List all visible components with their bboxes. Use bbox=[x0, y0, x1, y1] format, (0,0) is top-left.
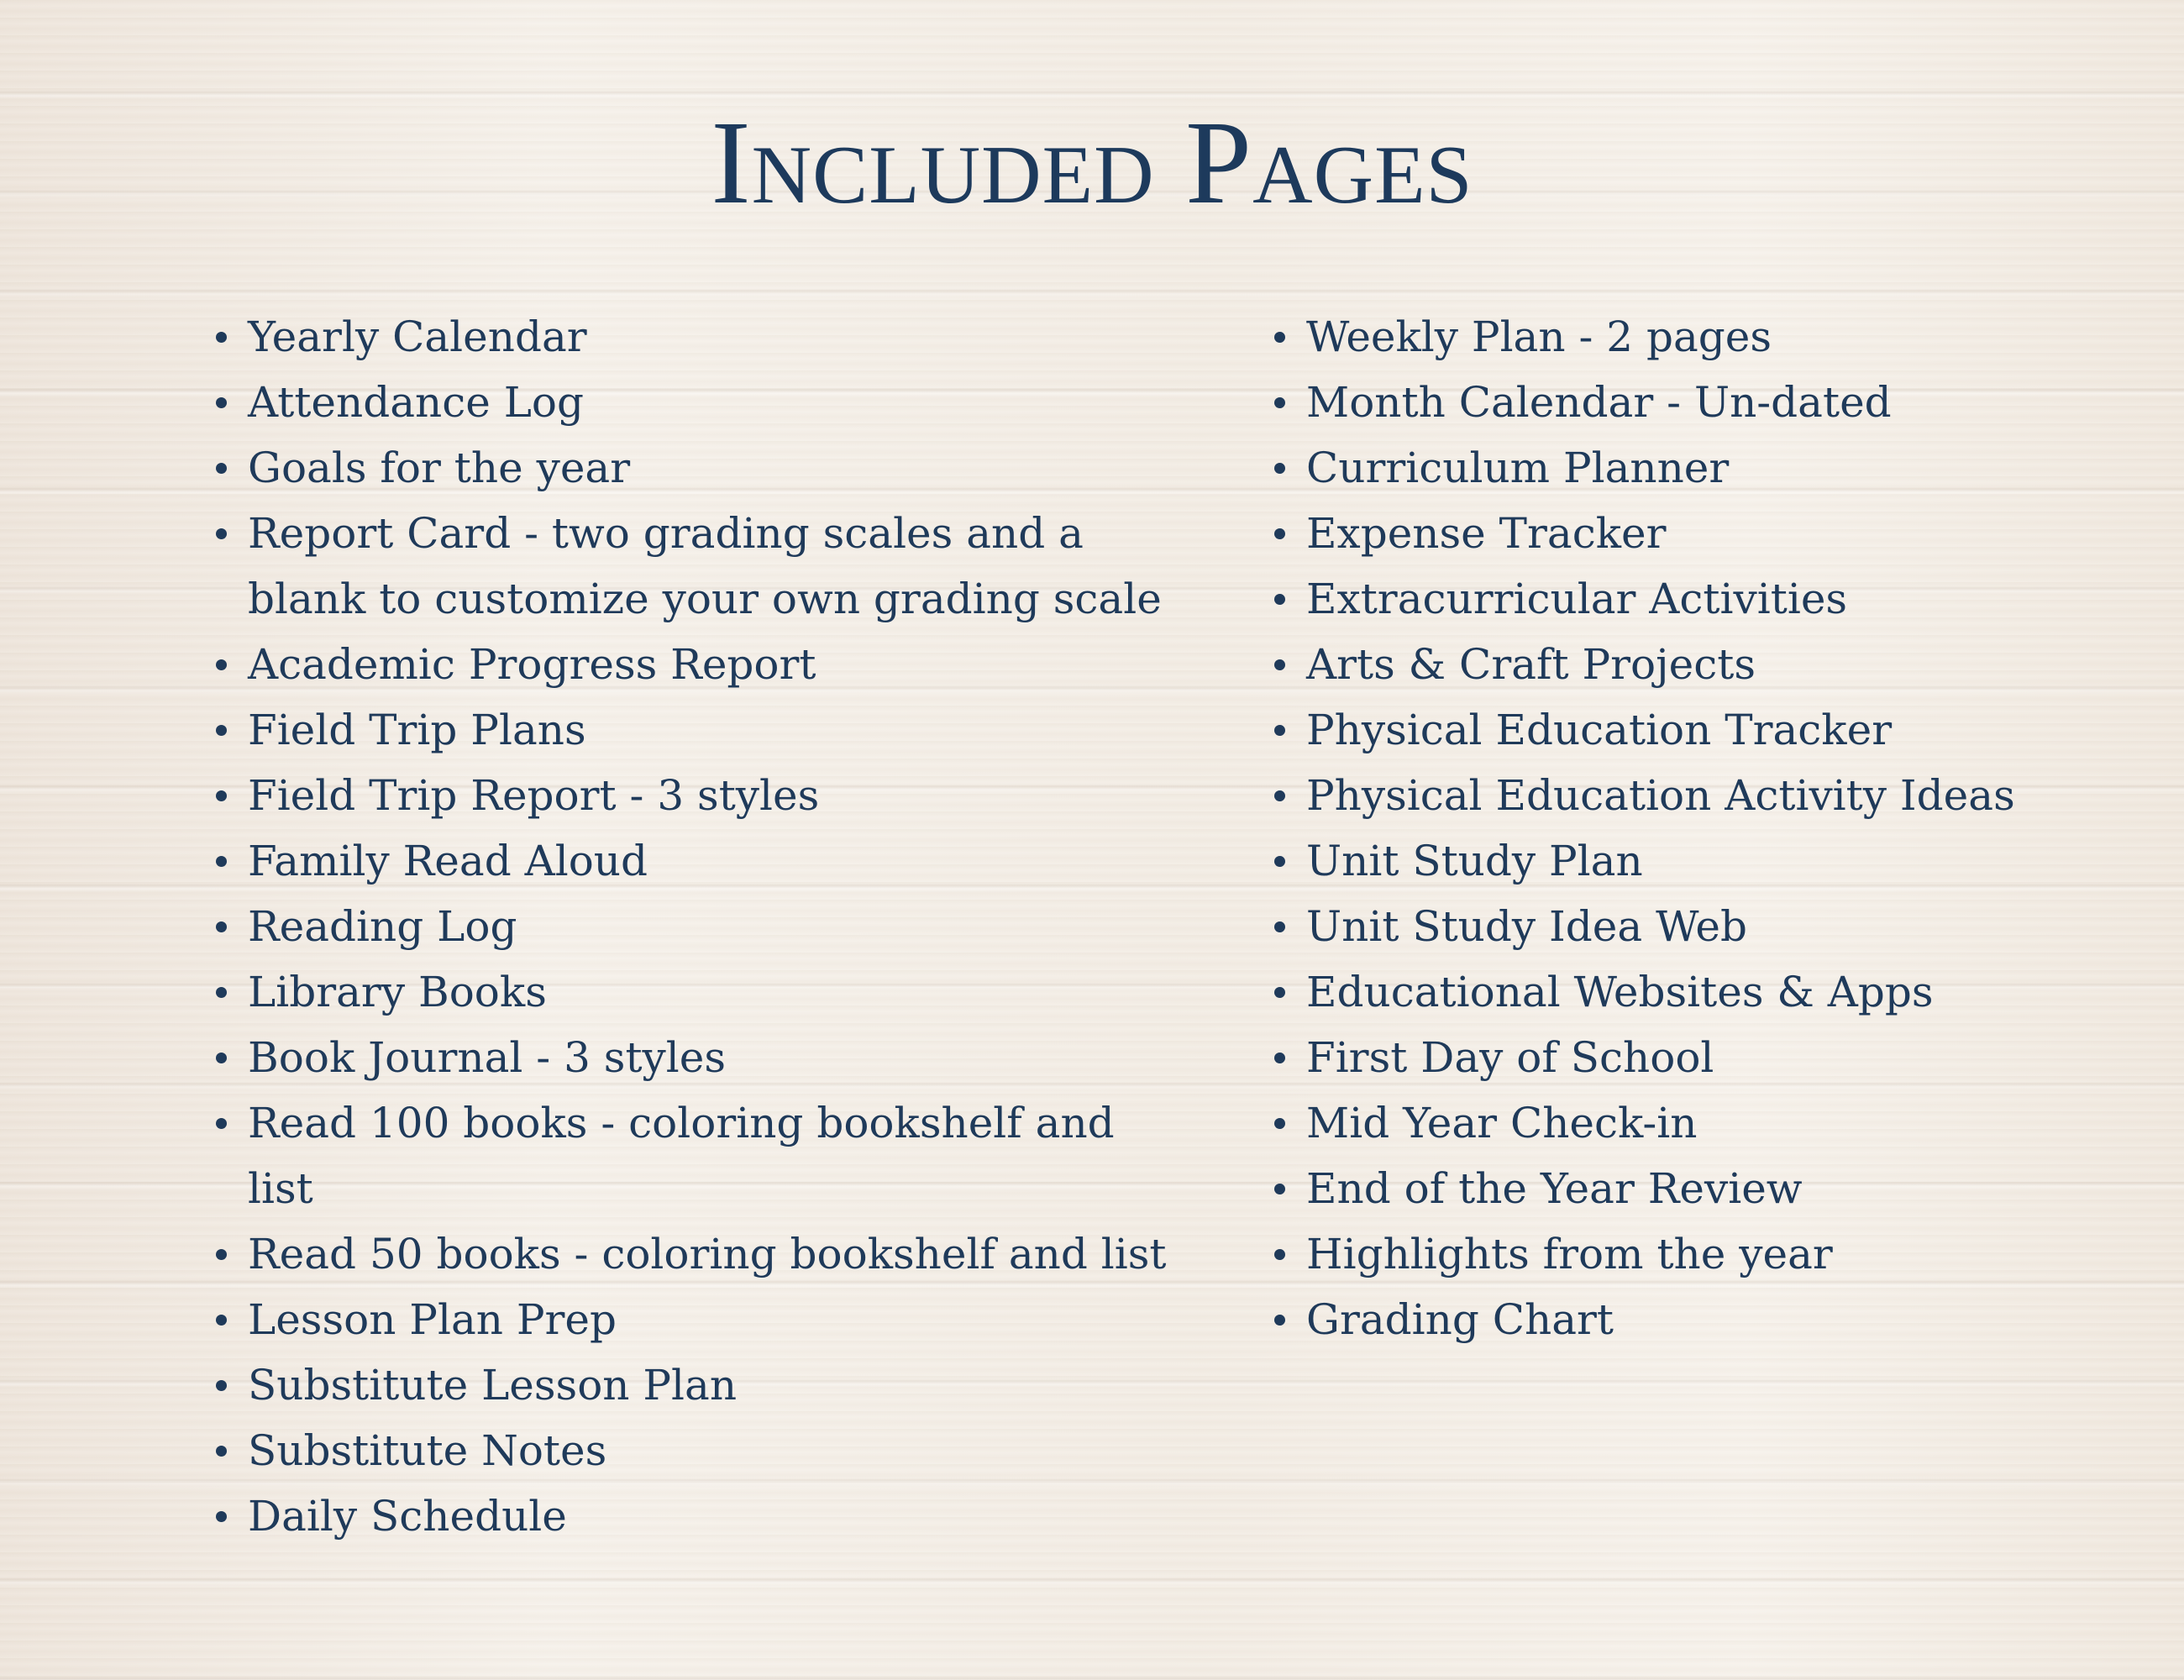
list-item bbox=[248, 370, 1180, 435]
list-item bbox=[248, 1352, 1180, 1418]
list-item bbox=[248, 501, 1180, 632]
list-item bbox=[1306, 1156, 2146, 1221]
list-item bbox=[248, 435, 1180, 501]
bullet-icon bbox=[216, 332, 227, 343]
list-item bbox=[1306, 1025, 2146, 1090]
bullet-icon bbox=[216, 1446, 227, 1457]
list-item-text: Daily Schedule bbox=[248, 1492, 567, 1541]
list-item-text: Goals for the year bbox=[248, 444, 631, 492]
list-item bbox=[1306, 370, 2146, 435]
list-item-text: Expense Tracker bbox=[1306, 509, 1667, 558]
list-item bbox=[248, 1090, 1180, 1221]
bullet-icon bbox=[1274, 659, 1285, 670]
bullet-icon bbox=[216, 1511, 227, 1522]
list-item-text: Substitute Notes bbox=[248, 1426, 607, 1475]
bullet-icon bbox=[216, 1118, 227, 1129]
list-item bbox=[248, 959, 1180, 1025]
list-item-text: Physical Education Tracker bbox=[1306, 706, 1893, 754]
bullet-icon bbox=[216, 1249, 227, 1260]
list-item-text: Unit Study Plan bbox=[1306, 837, 1643, 885]
list-item bbox=[248, 1221, 1180, 1287]
list-item-text: Substitute Lesson Plan bbox=[248, 1361, 738, 1410]
bullet-icon bbox=[1274, 856, 1285, 867]
list-item-text: Library Books bbox=[248, 968, 547, 1016]
bullet-icon bbox=[216, 1315, 227, 1326]
list-item-text: Educational Websites & Apps bbox=[1306, 968, 1934, 1016]
right-list bbox=[1306, 304, 2146, 1352]
list-item bbox=[248, 1025, 1180, 1090]
list-item-text: Month Calendar - Un-dated bbox=[1306, 378, 1892, 427]
bullet-icon bbox=[1274, 987, 1285, 998]
list-item bbox=[248, 1483, 1180, 1549]
left-list bbox=[248, 304, 1180, 1549]
bullet-icon bbox=[216, 790, 227, 801]
list-item-text: Mid Year Check-in bbox=[1306, 1099, 1698, 1147]
page-title: Included Pages bbox=[711, 96, 1473, 228]
bullet-icon bbox=[216, 856, 227, 867]
list-item bbox=[248, 894, 1180, 959]
list-item bbox=[248, 828, 1180, 894]
bullet-icon bbox=[216, 725, 227, 736]
bullet-icon bbox=[1274, 790, 1285, 801]
bullet-icon bbox=[1274, 594, 1285, 605]
list-item-text: Read 50 books - coloring bookshelf and list bbox=[248, 1230, 1167, 1278]
list-item bbox=[1306, 304, 2146, 370]
list-item bbox=[248, 763, 1180, 828]
list-item-text: Attendance Log bbox=[248, 378, 585, 427]
list-item-text: Book Journal - 3 styles bbox=[248, 1033, 727, 1082]
list-item bbox=[1306, 894, 2146, 959]
list-item-text: Field Trip Plans bbox=[248, 706, 586, 754]
bullet-icon bbox=[216, 987, 227, 998]
list-item bbox=[1306, 697, 2146, 763]
list-item-text: End of the Year Review bbox=[1306, 1164, 1803, 1213]
list-item bbox=[248, 632, 1180, 697]
bullet-icon bbox=[1274, 1315, 1285, 1326]
list-item-text: Highlights from the year bbox=[1306, 1230, 1833, 1278]
list-item bbox=[248, 1418, 1180, 1483]
list-item bbox=[1306, 1090, 2146, 1156]
bullet-icon bbox=[216, 659, 227, 670]
list-item-text: Grading Chart bbox=[1306, 1295, 1614, 1344]
bullet-icon bbox=[1274, 1053, 1285, 1063]
list-item-text: Read 100 books - coloring bookshelf and list bbox=[248, 1099, 1115, 1213]
list-item-text: First Day of School bbox=[1306, 1033, 1714, 1082]
list-item-text: Physical Education Activity Ideas bbox=[1306, 771, 2015, 820]
list-item bbox=[1306, 566, 2146, 632]
list-item bbox=[248, 697, 1180, 763]
list-item-text: Yearly Calendar bbox=[248, 312, 587, 361]
list-item-text: Academic Progress Report bbox=[248, 640, 816, 689]
list-item bbox=[1306, 763, 2146, 828]
list-item-text: Reading Log bbox=[248, 902, 517, 951]
bullet-icon bbox=[1274, 463, 1285, 474]
bullet-icon bbox=[216, 528, 227, 539]
bullet-icon bbox=[1274, 921, 1285, 932]
bullet-icon bbox=[216, 1053, 227, 1063]
bullet-icon bbox=[1274, 1118, 1285, 1129]
bullet-icon bbox=[1274, 1249, 1285, 1260]
list-item-text: Extracurricular Activities bbox=[1306, 575, 1848, 623]
list-item-text: Arts & Craft Projects bbox=[1306, 640, 1756, 689]
list-item bbox=[1306, 1287, 2146, 1352]
bullet-icon bbox=[1274, 725, 1285, 736]
list-item bbox=[1306, 828, 2146, 894]
list-item bbox=[1306, 501, 2146, 566]
list-item bbox=[1306, 632, 2146, 697]
list-item-text: Curriculum Planner bbox=[1306, 444, 1730, 492]
list-item-text: Report Card - two grading scales and a blank to customize your own grading scale bbox=[248, 509, 1162, 623]
bullet-icon bbox=[1274, 332, 1285, 343]
bullet-icon bbox=[216, 1380, 227, 1391]
bullet-icon bbox=[1274, 1184, 1285, 1194]
list-item bbox=[1306, 435, 2146, 501]
list-item-text: Family Read Aloud bbox=[248, 837, 648, 885]
list-item bbox=[248, 1287, 1180, 1352]
list-item-text: Weekly Plan - 2 pages bbox=[1306, 312, 1772, 361]
list-item bbox=[1306, 1221, 2146, 1287]
bullet-icon bbox=[216, 463, 227, 474]
bullet-icon bbox=[1274, 397, 1285, 408]
bullet-icon bbox=[1274, 528, 1285, 539]
list-item bbox=[1306, 959, 2146, 1025]
list-item-text: Field Trip Report - 3 styles bbox=[248, 771, 820, 820]
bullet-icon bbox=[216, 921, 227, 932]
list-item-text: Lesson Plan Prep bbox=[248, 1295, 617, 1344]
bullet-icon bbox=[216, 397, 227, 408]
list-item-text: Unit Study Idea Web bbox=[1306, 902, 1747, 951]
list-item bbox=[248, 304, 1180, 370]
